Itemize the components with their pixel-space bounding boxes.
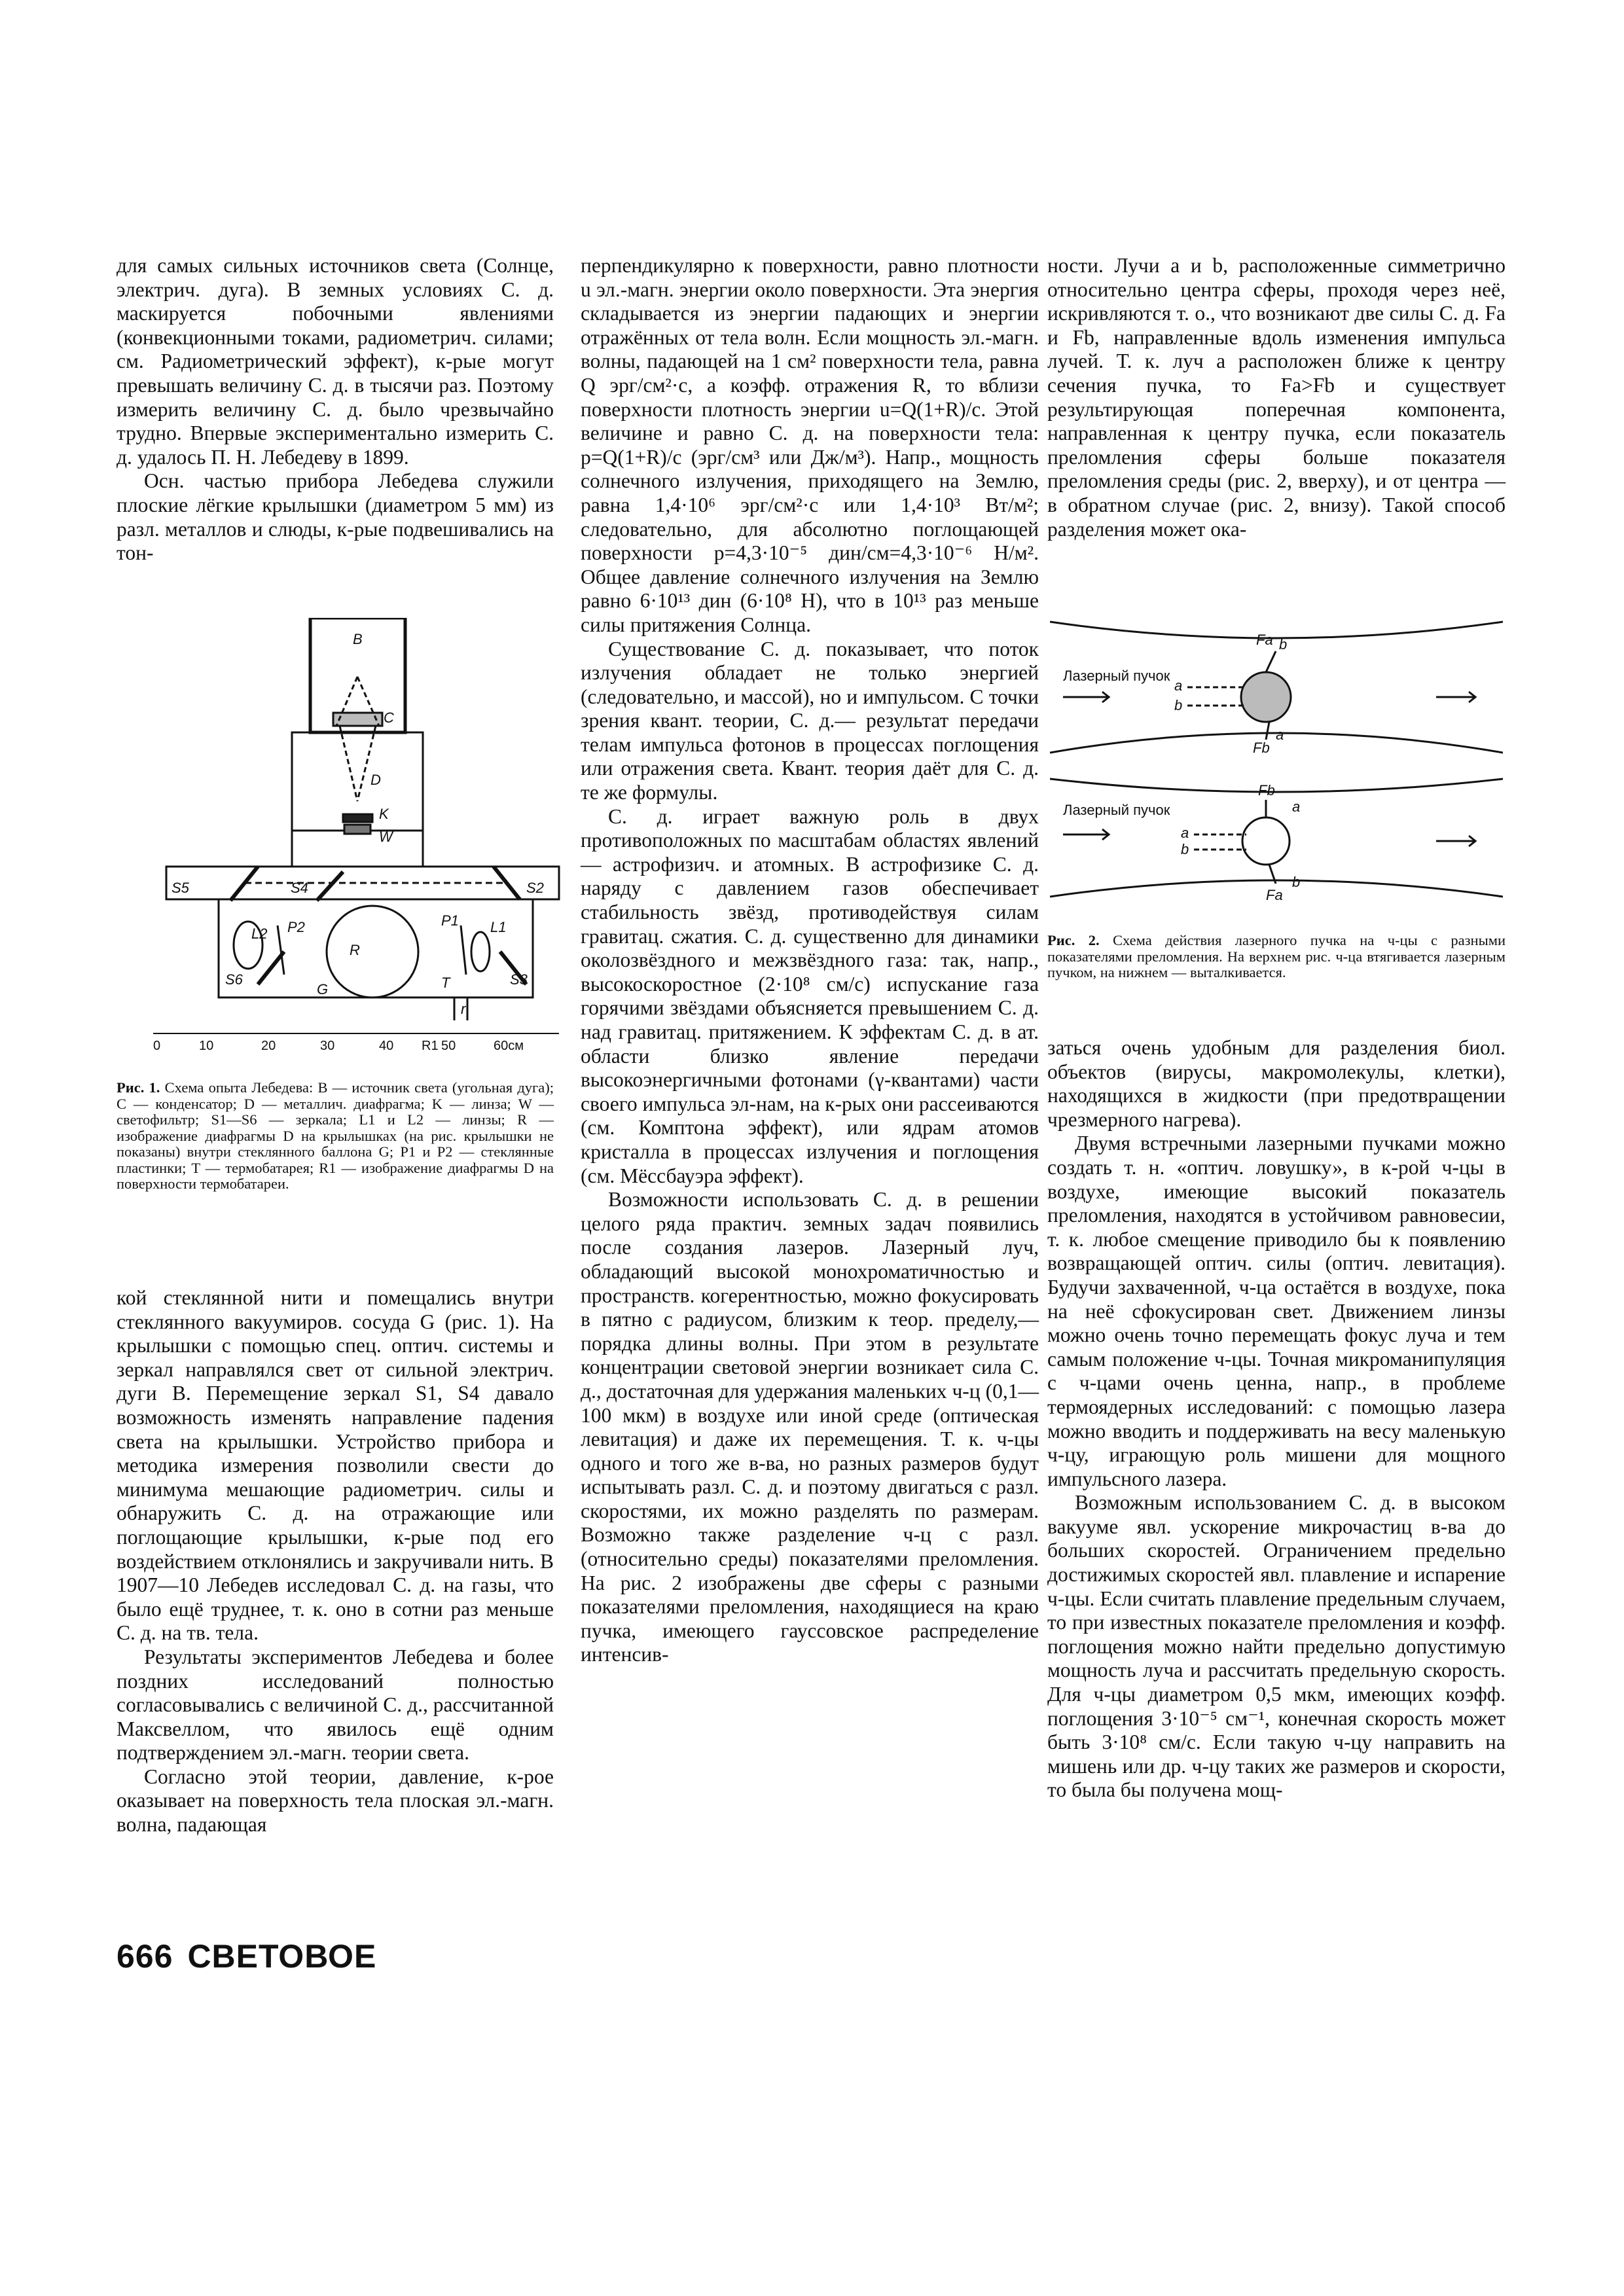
fig2-label: a	[1276, 726, 1284, 743]
column-1-upper	[117, 254, 554, 565]
fig2-label: a	[1292, 798, 1301, 815]
paragraph: для самых сильных источников света (Солнце, электрич. дуга). В земных условиях С. д. маскируется побочными явлениями (конвекционными токами, радиометрич. силами; см. Радиометрический эффект), к-рые могут превышать величину С. д. в тысячи раз. Поэтому измерить величину С. д. было чрезвычайно трудно. Впервые экспериментально измерить С. д. удалось П. Н. Лебедеву в 1899.	[117, 254, 554, 469]
paragraph: Возможным использованием С. д. в высоком вакууме явл. ускорение микрочастиц в-ва до больших скоростей. Ограничением предельно достижимых скоростей явл. плавление и испарение ч-цы. Если считать плавление предельным случаем, то при известных показателе преломления и коэфф. поглощения можно найти предельно допустимую мощность луча и рассчитать предельную скорость. Для ч-цы диаметром 0,5 мкм, имеющих коэфф. поглощения 3·10⁻⁵ см⁻¹, конечная скорость может быть 3·10⁸ см/с. Если такую ч-цу направить на мишень или др. ч-цу таких же размеров и скорости, то была бы получена мощ-	[1047, 1491, 1506, 1802]
fig1-label: P2	[287, 919, 305, 935]
fig1-label: S5	[171, 880, 189, 896]
figure-2-caption	[1047, 933, 1506, 981]
caption-text: Схема действия лазерного пучка на ч-цы с разными показателями преломления. На верхнем рис. ч-ца втягивается лазерным пучком, на нижнем — выталкивается.	[1047, 932, 1506, 980]
fig2-label: Fb	[1253, 740, 1270, 756]
fig1-label: L2	[251, 925, 268, 942]
fig1-label: r	[461, 1001, 466, 1017]
caption-title: Рис. 2.	[1047, 932, 1100, 948]
fig1-scale-tick: 40	[379, 1039, 394, 1053]
fig2-label: Fa	[1266, 887, 1283, 903]
fig1-label: P1	[441, 912, 459, 929]
fig1-scale-tick: 30	[320, 1039, 335, 1053]
running-head-word: СВЕТОВОЕ	[187, 1938, 377, 1975]
fig1-label: D	[370, 772, 381, 788]
fig1-scale-tick: 20	[261, 1039, 276, 1053]
paragraph: Существование С. д. показывает, что поток излучения обладает не только энергией (следовательно, и массой), но и импульсом. С точки зрения квант. теории, С. д.— результат передачи телам импульса фотонов в процессах поглощения или отражения света. Квант. теория даёт для С. д. те же формулы.	[581, 637, 1039, 804]
fig1-label: C	[384, 709, 394, 726]
column-1-lower	[117, 1286, 554, 1837]
column-3-upper	[1047, 254, 1506, 541]
caption-text: Схема опыта Лебедева: B — источник света (угольная дуга); C — конденсатор; D — металлич. диафрагма; K — линза; W — светофильтр; S1—S6 — зеркала; L1 и L2 — линзы; R — изображение диафрагмы D на крылышках (на рис. крылышки не показаны) внутри стеклянного баллона G; P1 и P2 — стеклянные пластинки; T — термобатарея; R1 — изображение диафрагмы D на поверхности термобатареи.	[117, 1079, 554, 1192]
figure-1-caption	[117, 1080, 554, 1193]
paragraph: Осн. частью прибора Лебедева служили плоские лёгкие крылышки (диаметром 5 мм) из разл. металлов и слюды, к-рые подвешивались на тон-	[117, 469, 554, 565]
paragraph: заться очень удобным для разделения биол. объектов (вирусы, макромолекулы, клетки), находящихся в жидкости (при предотвращении чрезмерного нагрева).	[1047, 1036, 1506, 1131]
fig1-label: S4	[291, 880, 308, 896]
paragraph: Двумя встречными лазерными пучками можно создать т. н. «оптич. ловушку», в к-рой ч-цы в воздухе, имеющие высокий показатель преломления, находятся в устойчивом равновесии, т. к. любое смещение приводило бы к появлению возвращающей оптич. силы (оптич. левитация). Будучи захваченной, ч-ца остаётся в воздухе, пока на неё сфокусирован свет. Движением линзы можно очень точно перемещать фокус луча и тем самым положение ч-цы. Точная микроманипуляция с ч-цами очень ценна, напр., в проблеме термоядерных исследований: с помощью лазера можно вводить и поддерживать на весу маленькую ч-цу, играющую роль мишени для мощного импульсного лазера.	[1047, 1132, 1506, 1490]
paragraph: Возможности использовать С. д. в решении целого ряда практич. земных задач появились после создания лазеров. Лазерный луч, обладающий высокой монохроматичностью и пространств. когерентностью, можно фокусировать в пятно с радиусом, близким к теор. пределу,— порядка длины волны. При этом в результате концентрации световой энергии возникает сила С. д., достаточная для удержания маленьких ч-ц (0,1—100 мкм) в воздухе или иной среде (оптическая левитация) и даже их перемещения. Т. к. ч-цы одного и того же в-ва, но разных размеров будут испытывать разл. С. д. и поэтому двигаться с разл. скоростями, их можно разделять по размерам. Возможно также разделение ч-ц с разл. (относительно среды) показателями преломления. На рис. 2 изображены две сферы с разными показателями преломления, находящиеся на краю пучка, имеющего гауссовское распределение интенсив-	[581, 1188, 1039, 1666]
paragraph: кой стеклянной нити и помещались внутри стеклянного вакуумиров. сосуда G (рис. 1). На крылышки с помощью спец. оптич. системы и зеркал направлялся свет от сильной электрич. дуги B. Перемещение зеркал S1, S4 давало возможность изменять направление падения света на крылышки. Устройство прибора и методика измерения позволили свести до минимума мешающие радиометрич. силы и обнаружить С. д. на отражающие или поглощающие крылышки, к-рые под его воздействием отклонялись и закручивали нить. В 1907—10 Лебедев исследовал С. д. на газы, что было ещё труднее, т. к. оно в сотни раз меньше С. д. на тв. тела.	[117, 1286, 554, 1645]
fig2-beam-label: Лазерный пучок	[1063, 802, 1170, 818]
paragraph: Результаты экспериментов Лебедева и более поздних исследований полностью согласовывались с величиной С. д., рассчитанной Максвеллом, что явилось ещё одним подтверждением эл.-магн. теории света.	[117, 1645, 554, 1765]
fig1-label: S6	[225, 971, 243, 988]
fig2-label: b	[1292, 874, 1301, 890]
fig1-label: G	[317, 981, 329, 997]
fig2-label: Fa	[1256, 632, 1273, 648]
fig1-label: W	[379, 829, 393, 845]
figure-1-lebedev-apparatus	[153, 618, 572, 1055]
fig1-label: R	[350, 942, 360, 958]
fig2-label: a	[1181, 825, 1189, 841]
fig1-scale-tick: 10	[199, 1039, 214, 1053]
paragraph: ности. Лучи a и b, расположенные симметрично относительно центра сферы, проходя через неё, искривляются т. о., что возникают две силы С. д. Fa и Fb, направленные вдоль изменения импульса лучей. Т. к. луч a расположен ближе к центру сечения пучка, то Fa>Fb и существует результирующая поперечная компонента, направленная к центру пучка, если показатель преломления сферы больше показателя преломления среды (рис. 2, вверху), и от центра — в обратном случае (рис. 2, внизу). Такой способ разделения может ока-	[1047, 254, 1506, 541]
fig1-label: L1	[490, 919, 507, 935]
fig2-label: b	[1181, 841, 1189, 857]
page-number: 666	[117, 1938, 173, 1975]
fig1-label: T	[441, 975, 450, 991]
fig2-label: Fb	[1258, 782, 1275, 798]
column-2	[581, 254, 1039, 1667]
fig2-label: b	[1174, 697, 1183, 713]
paragraph: перпендикулярно к поверхности, равно плотности u эл.-магн. энергии около поверхности. Эта энергия складывается из энергии падающих и энергии отражённых от тела волн. Если мощность эл.-магн. волны, падающей на 1 см² поверхности тела, равна Q эрг/см²·с, а коэфф. отражения R, то вблизи поверхности плотность энергии u=Q(1+R)/c. Этой величине и равно С. д. на поверхности тела: p=Q(1+R)/c (эрг/см³ или Дж/м³). Напр., мощность солнечного излучения, приходящего на Землю, равна 1,4·10⁶ эрг/см²·с или 1,4·10³ Вт/м²; следовательно, для абсолютно поглощающей поверхности p=4,3·10⁻⁵ дин/см=4,3·10⁻⁶ Н/м². Общее давление солнечного излучения на Землю равно 6·10¹³ дин (6·10⁸ Н), что в 10¹³ раз меньше силы притяжения Солнца.	[581, 254, 1039, 636]
figure-2-laser-beam	[1050, 615, 1503, 903]
fig1-scale-tick: 60см	[494, 1039, 524, 1053]
fig2-label: a	[1174, 677, 1183, 694]
fig1-scale-tick: 50	[441, 1039, 456, 1053]
caption-title: Рис. 1.	[117, 1079, 160, 1096]
paragraph: Согласно этой теории, давление, к-рое оказывает на поверхность тела плоская эл.-магн. волна, падающая	[117, 1765, 554, 1837]
running-head	[117, 1937, 391, 1975]
fig2-beam-label: Лазерный пучок	[1063, 668, 1170, 684]
column-3-lower	[1047, 1036, 1506, 1803]
fig1-scale-tick: R1	[422, 1039, 439, 1053]
fig1-label: S3	[510, 971, 528, 988]
fig1-scale-tick: 0	[153, 1039, 161, 1053]
fig2-label: b	[1279, 636, 1288, 653]
fig1-label: K	[379, 806, 389, 822]
fig1-label: S2	[526, 880, 544, 896]
fig1-label: B	[353, 631, 363, 647]
paragraph: С. д. играет важную роль в двух противоположных по масштабам областях явлений — астрофизич. и атомных. В астрофизике С. д. наряду с давлением газов обеспечивает стабильность звёзд, противодействуя силам гравитац. сжатия. С. д. существенно для динамики околозвёздного и межзвёздного газа: так, напр., высокоскоростное (2·10⁸ см/с) испускание газа горячими звёздами объясняется превышением С. д. над гравитац. притяжением. К эффектам С. д. в ат. области близко явление передачи высокоэнергичными фотонами (γ-квантами) части своего импульса эл-нам, на к-рых они рассеиваются (см. Комптона эффект), или ядрам атомов кристалла в процессах излучения и поглощения (см. Мёссбауэра эффект).	[581, 804, 1039, 1187]
